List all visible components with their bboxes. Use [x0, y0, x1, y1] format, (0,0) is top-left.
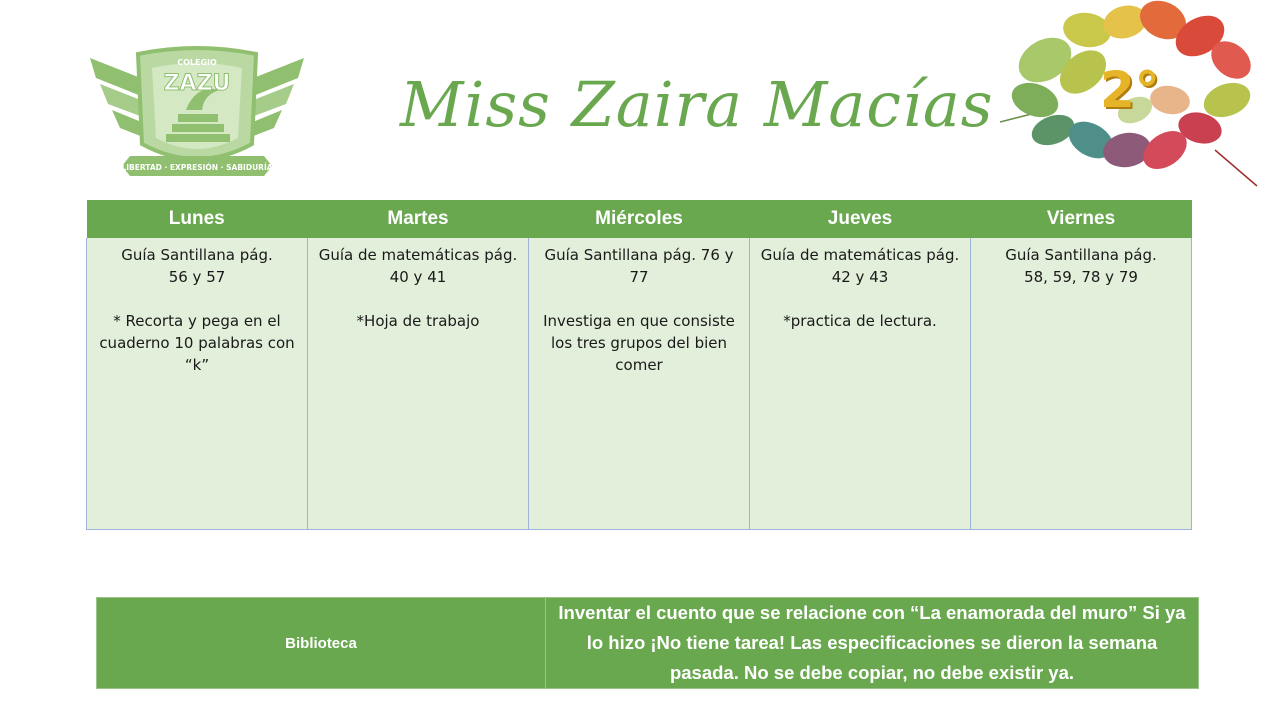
grade-label: 2° [1100, 61, 1160, 119]
page-title: Miss Zaira Macías [400, 68, 994, 141]
library-task-text: Inventar el cuento que se relacione con “La enamorada del muro” Si ya lo hizo ¡No tiene tarea! Las especificaciones se dieron la semana pasada. No se debe copiar, no debe existir ya. [546, 598, 1199, 689]
task-cell-thursday: Guía de matemáticas pág. 42 y 43 *practica de lectura. [750, 238, 971, 530]
library-row [97, 598, 1199, 689]
winged-shield-logo-icon [86, 44, 308, 192]
school-logo [86, 44, 308, 192]
task-cell-tuesday: Guía de matemáticas pág. 40 y 41 *Hoja de trabajo [308, 238, 529, 530]
library-label: Biblioteca [97, 598, 546, 689]
day-header-wednesday: Miércoles [529, 200, 750, 238]
day-header-thursday: Jueves [750, 200, 971, 238]
day-header-monday: Lunes [87, 200, 308, 238]
task-cell-monday: Guía Santillana pág. 56 y 57 * Recorta y pega en el cuaderno 10 palabras con “k” [87, 238, 308, 530]
logo-top-text: COLEGIO [177, 58, 217, 67]
weekly-schedule-table [86, 200, 1192, 530]
library-table [96, 597, 1199, 689]
logo-motto: LIBERTAD · EXPRESIÓN · SABIDURÍA [121, 163, 273, 172]
day-header-tuesday: Martes [308, 200, 529, 238]
day-header-friday: Viernes [971, 200, 1192, 238]
logo-name: ZAZU [163, 71, 231, 96]
schedule-tasks-row [87, 238, 1192, 530]
schedule-header-row [87, 200, 1192, 238]
task-cell-wednesday: Guía Santillana pág. 76 y 77 Investiga en que consiste los tres grupos del bien comer [529, 238, 750, 530]
task-cell-friday: Guía Santillana pág. 58, 59, 78 y 79 [971, 238, 1192, 530]
